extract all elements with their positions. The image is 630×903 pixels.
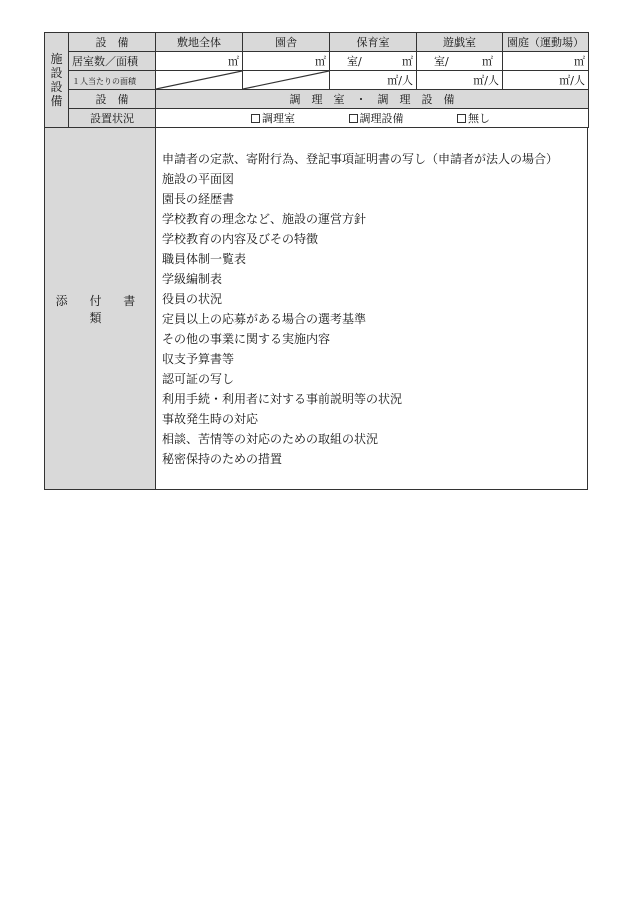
diagonal-line [243, 71, 329, 89]
attachment-item: 学校教育の内容及びその特徴 [162, 232, 319, 246]
kitchen-title: 調 理 室 ・ 調 理 設 備 [156, 90, 589, 109]
play-per-person-unit: ㎡/人 [473, 74, 499, 87]
attachment-item: 申請者の定款、寄附行為、登記事項証明書の写し（申請者が法人の場合） [162, 152, 559, 166]
nursery-room-area-unit: ㎡ [402, 55, 413, 68]
rooms-area-label: 居室数／面積 [69, 52, 156, 71]
attachment-item: 定員以上の応募がある場合の選考基準 [162, 312, 367, 326]
attachments-label: 添 付 書 類 [45, 128, 156, 490]
playground-area-unit: ㎡ [574, 55, 585, 68]
attachment-item: 認可証の写し [162, 372, 235, 386]
checkbox-icon[interactable] [251, 114, 260, 123]
playground-area-field[interactable] [503, 52, 589, 71]
site-per-person-na [156, 71, 243, 90]
per-person-label: １人当たりの面積 [72, 76, 136, 86]
kitchen-header-row [45, 90, 589, 109]
attachment-item: 相談、苦情等の対応のための取組の状況 [162, 432, 379, 446]
per-person-row [45, 71, 589, 90]
checkbox-icon[interactable] [349, 114, 358, 123]
header-row [45, 33, 589, 52]
kitchen-equipment-header: 設 備 [69, 90, 156, 109]
play-per-person-field[interactable] [417, 71, 503, 90]
building-area-unit: ㎡ [315, 55, 326, 68]
installation-label: 設置状況 [69, 109, 156, 128]
facility-equipment-table [44, 32, 589, 128]
kitchen-room-checkbox[interactable] [251, 110, 295, 126]
col-playground: 園庭（運動場） [503, 33, 589, 52]
site-area-unit: ㎡ [228, 55, 239, 68]
col-site-total: 敷地全体 [156, 33, 243, 52]
application-form [44, 32, 588, 490]
attachment-item: 収支予算書等 [162, 352, 235, 366]
attachment-item: 事故発生時の対応 [162, 412, 259, 426]
attachment-item: その他の事業に関する実施内容 [162, 332, 331, 346]
nursery-per-person-unit: ㎡/人 [387, 74, 413, 87]
nursery-room-field[interactable] [330, 52, 417, 71]
col-building: 園舎 [243, 33, 330, 52]
attachments-list [156, 128, 588, 490]
attachment-item: 施設の平面図 [162, 172, 235, 186]
none-label: 無し [468, 112, 490, 125]
play-room-area-unit: ㎡ [482, 55, 493, 68]
side-label: 施設設備 [50, 52, 63, 108]
equipment-header: 設 備 [69, 33, 156, 52]
side-label-cell [45, 33, 69, 128]
kitchen-equipment-checkbox[interactable] [349, 110, 404, 126]
building-per-person-na [243, 71, 330, 90]
nursery-per-person-field[interactable] [330, 71, 417, 90]
play-room-field[interactable] [417, 52, 503, 71]
attachment-item: 職員体制一覧表 [162, 252, 247, 266]
kitchen-room-label: 調理室 [262, 112, 295, 125]
checkbox-icon[interactable] [457, 114, 466, 123]
col-play-room: 遊戯室 [417, 33, 503, 52]
attachment-item: 秘密保持のための措置 [162, 452, 283, 466]
attachment-item: 利用手続・利用者に対する事前説明等の状況 [162, 392, 403, 406]
playground-per-person-unit: ㎡/人 [559, 74, 585, 87]
attachment-item: 園長の経歴書 [162, 192, 235, 206]
kitchen-equipment-label: 調理設備 [359, 112, 404, 125]
per-person-label-cell [69, 71, 156, 90]
play-room-count-unit: 室/ [434, 55, 449, 68]
attachment-item: 学校教育の理念など、施設の運営方針 [162, 212, 367, 226]
installation-row [45, 109, 589, 128]
installation-options [156, 109, 589, 128]
playground-per-person-field[interactable] [503, 71, 589, 90]
nursery-room-count-unit: 室/ [347, 55, 362, 68]
building-area-field[interactable] [243, 52, 330, 71]
attachments-table [44, 127, 588, 490]
site-area-field[interactable] [156, 52, 243, 71]
attachment-item: 学級編制表 [162, 272, 223, 286]
col-nursery-room: 保育室 [330, 33, 417, 52]
none-checkbox[interactable] [457, 110, 490, 126]
attachment-item: 役員の状況 [162, 292, 223, 306]
diagonal-line [156, 71, 242, 89]
rooms-area-row [45, 52, 589, 71]
